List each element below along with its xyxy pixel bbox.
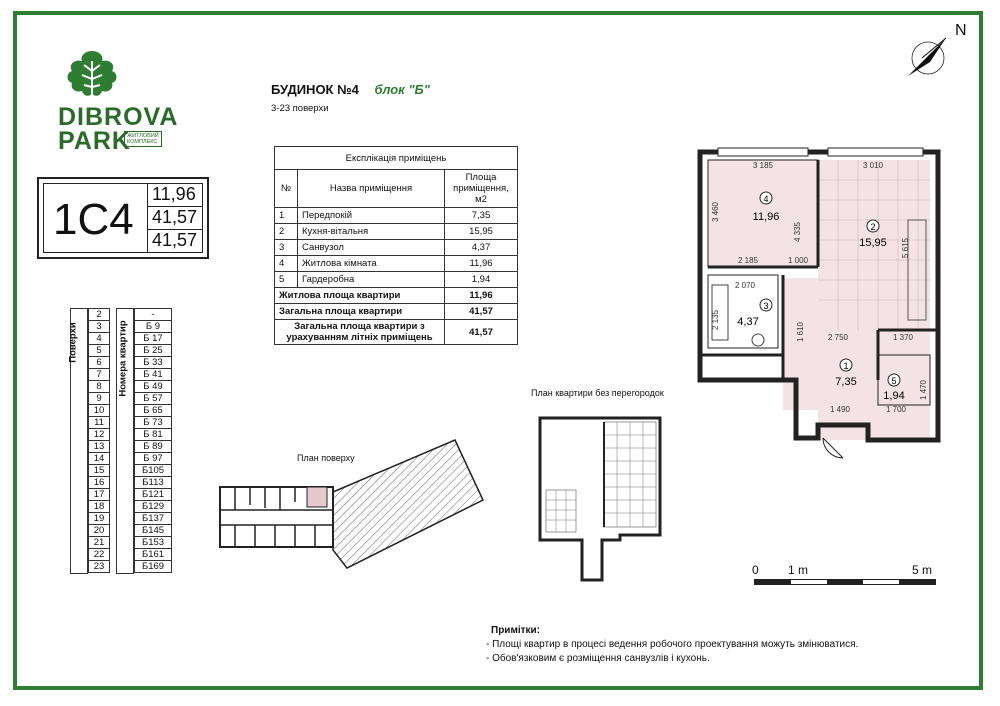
row-area: 11,96 bbox=[445, 256, 518, 272]
room-1-number: 1 bbox=[843, 361, 849, 371]
row-name: Кухня-вітальня bbox=[298, 224, 445, 240]
brand-name-line2: PARK bbox=[58, 127, 131, 155]
floor-row bbox=[89, 489, 110, 501]
floor-row bbox=[89, 321, 110, 333]
apartment-number: Б161 bbox=[135, 549, 172, 561]
apartment-number: Б153 bbox=[135, 537, 172, 549]
floor-number: 17 bbox=[89, 489, 110, 501]
row-num: 2 bbox=[275, 224, 298, 240]
total-row bbox=[275, 320, 518, 345]
floor-row bbox=[89, 333, 110, 345]
apartment-number: Б 33 bbox=[135, 357, 172, 369]
floor-number: 18 bbox=[89, 501, 110, 513]
row-num: 4 bbox=[275, 256, 298, 272]
floor-row bbox=[89, 309, 110, 321]
apartment-row bbox=[135, 489, 172, 501]
dim-label: 3 185 bbox=[752, 161, 774, 170]
dim-label: 1 000 bbox=[787, 256, 809, 265]
apartment-row bbox=[135, 501, 172, 513]
apartment-row bbox=[135, 309, 172, 321]
apartment-row bbox=[135, 321, 172, 333]
apartment-row bbox=[135, 417, 172, 429]
scale-1: 1 m bbox=[788, 563, 809, 577]
apartment-plan bbox=[688, 140, 948, 460]
room-1-area: 7,35 bbox=[835, 376, 857, 388]
apartment-number: Б 65 bbox=[135, 405, 172, 417]
floor-row bbox=[89, 417, 110, 429]
apartment-number: Б105 bbox=[135, 465, 172, 477]
building-floors: 3-23 поверхи bbox=[271, 103, 329, 114]
floor-row bbox=[89, 345, 110, 357]
dim-label: 1 700 bbox=[885, 405, 907, 414]
row-name: Гардеробна bbox=[298, 272, 445, 288]
room-3-area: 4,37 bbox=[737, 316, 759, 328]
floor-number: 14 bbox=[89, 453, 110, 465]
room-4-number: 4 bbox=[763, 194, 769, 204]
table-row bbox=[275, 224, 518, 240]
dim-label: 2 750 bbox=[827, 333, 849, 342]
total-label: Загальна площа квартири bbox=[275, 304, 445, 320]
floor-row bbox=[89, 561, 110, 573]
floor-row bbox=[89, 405, 110, 417]
notes-title: Примітки: bbox=[491, 625, 540, 636]
total-row bbox=[275, 304, 518, 320]
row-num: 1 bbox=[275, 208, 298, 224]
apartment-row bbox=[135, 369, 172, 381]
room-5-area: 1,94 bbox=[883, 390, 905, 402]
floor-row bbox=[89, 477, 110, 489]
apartment-row bbox=[135, 525, 172, 537]
dim-label: 5 615 bbox=[901, 237, 910, 259]
note-item: - Площі квартир в процесі ведення робочого проектування можуть змінюватися. bbox=[486, 639, 859, 650]
floor-number: 5 bbox=[89, 345, 110, 357]
dim-label: 4 335 bbox=[793, 221, 802, 243]
floor-plan-drawing bbox=[215, 430, 485, 570]
room-2-number: 2 bbox=[870, 222, 876, 232]
note-item: - Обов'язковим є розміщення санвузлів і кухонь. bbox=[486, 653, 710, 664]
table-row bbox=[275, 272, 518, 288]
explication-title: Експлікація приміщень bbox=[275, 147, 518, 170]
apartment-row bbox=[135, 333, 172, 345]
floors-header bbox=[67, 308, 88, 574]
col-header-name: Назва приміщення bbox=[298, 170, 445, 208]
apartments-table bbox=[134, 308, 172, 573]
table-row bbox=[275, 256, 518, 272]
apartment-row bbox=[135, 429, 172, 441]
room-2-area: 15,95 bbox=[859, 237, 887, 249]
floor-plan-label: План поверху bbox=[297, 453, 355, 463]
floor-number: 12 bbox=[89, 429, 110, 441]
floor-row bbox=[89, 441, 110, 453]
apartment-code: 1С4 bbox=[53, 195, 134, 244]
row-area: 15,95 bbox=[445, 224, 518, 240]
floor-row bbox=[89, 369, 110, 381]
dim-label: 1 610 bbox=[796, 321, 805, 343]
scale-0: 0 bbox=[752, 563, 759, 577]
brand-logo bbox=[56, 47, 179, 162]
total-label: Загальна площа квартири з урахуванням літніх приміщень bbox=[275, 320, 445, 345]
dim-label: 1 470 bbox=[919, 379, 928, 401]
apartment-row bbox=[135, 405, 172, 417]
dim-label: 1 490 bbox=[829, 405, 851, 414]
dim-label: 3 460 bbox=[711, 201, 720, 223]
row-area: 4,37 bbox=[445, 240, 518, 256]
explication-table bbox=[274, 146, 518, 345]
dim-label: 1 370 bbox=[892, 333, 914, 342]
floor-row bbox=[89, 465, 110, 477]
apartment-row bbox=[135, 465, 172, 477]
row-name: Санвузол bbox=[298, 240, 445, 256]
floor-row bbox=[89, 525, 110, 537]
compass-icon bbox=[900, 28, 960, 78]
apartment-row bbox=[135, 477, 172, 489]
floor-row bbox=[89, 357, 110, 369]
floor-number: 13 bbox=[89, 441, 110, 453]
apartment-number: Б113 bbox=[135, 477, 172, 489]
total-value: 11,96 bbox=[445, 288, 518, 304]
floors-table bbox=[88, 308, 110, 573]
apartment-row bbox=[135, 453, 172, 465]
building-number: БУДИНОК №4 bbox=[271, 82, 359, 97]
apartment-number: Б145 bbox=[135, 525, 172, 537]
apartment-row bbox=[135, 381, 172, 393]
floor-number: 20 bbox=[89, 525, 110, 537]
oak-leaf-icon bbox=[62, 47, 122, 107]
dim-label: 3 010 bbox=[862, 161, 884, 170]
row-area: 1,94 bbox=[445, 272, 518, 288]
floor-number: 19 bbox=[89, 513, 110, 525]
total-row bbox=[275, 288, 518, 304]
apartment-row bbox=[135, 393, 172, 405]
floor-row bbox=[89, 513, 110, 525]
col-header-num: № bbox=[275, 170, 298, 208]
apartments-header bbox=[116, 308, 134, 574]
apartment-number: Б 49 bbox=[135, 381, 172, 393]
apartment-row bbox=[135, 357, 172, 369]
floor-row bbox=[89, 429, 110, 441]
dim-label: 2 070 bbox=[734, 281, 756, 290]
dim-label: 2 185 bbox=[737, 256, 759, 265]
floor-row bbox=[89, 381, 110, 393]
row-num: 3 bbox=[275, 240, 298, 256]
floor-row bbox=[89, 537, 110, 549]
floor-row bbox=[89, 393, 110, 405]
total-value: 41,57 bbox=[445, 320, 518, 345]
row-num: 5 bbox=[275, 272, 298, 288]
table-row bbox=[275, 208, 518, 224]
apartment-row bbox=[135, 513, 172, 525]
scale-bar bbox=[752, 563, 942, 585]
room-3-number: 3 bbox=[763, 301, 769, 311]
brand-name-line1: DIBROVA bbox=[58, 103, 179, 131]
total-summer-area-value: 41,57 bbox=[152, 230, 198, 250]
apartment-number: Б 17 bbox=[135, 333, 172, 345]
north-label: N bbox=[955, 22, 967, 39]
total-area-value: 41,57 bbox=[152, 207, 198, 227]
floor-row bbox=[89, 549, 110, 561]
floor-row bbox=[89, 453, 110, 465]
row-name: Житлова кімната bbox=[298, 256, 445, 272]
dim-label: 2 135 bbox=[711, 309, 720, 331]
apartment-row bbox=[135, 345, 172, 357]
brand-tagline-2: КОМПЛЕКС bbox=[127, 139, 158, 145]
row-name: Передпокій bbox=[298, 208, 445, 224]
apartment-row bbox=[135, 561, 172, 573]
brand-tagline-1: ЖИТЛОВИЙ bbox=[127, 133, 159, 139]
scale-5: 5 m bbox=[912, 563, 933, 577]
table-row bbox=[275, 240, 518, 256]
floors-header-label: Поверхи bbox=[67, 322, 79, 363]
brand-tagline bbox=[124, 131, 162, 147]
apartment-number: Б121 bbox=[135, 489, 172, 501]
apartment-number: Б 81 bbox=[135, 429, 172, 441]
room-5-number: 5 bbox=[891, 376, 897, 386]
apartment-row bbox=[135, 441, 172, 453]
floor-number: 16 bbox=[89, 477, 110, 489]
total-value: 41,57 bbox=[445, 304, 518, 320]
apartment-number: Б137 bbox=[135, 513, 172, 525]
living-area-value: 11,96 bbox=[152, 184, 196, 204]
building-title bbox=[271, 82, 430, 97]
row-area: 7,35 bbox=[445, 208, 518, 224]
apartment-row bbox=[135, 537, 172, 549]
apartment-number: Б 25 bbox=[135, 345, 172, 357]
floor-number: 9 bbox=[89, 393, 110, 405]
floor-number: 23 bbox=[89, 561, 110, 573]
floor-number: 7 bbox=[89, 369, 110, 381]
apartment-number: Б 89 bbox=[135, 441, 172, 453]
apartment-row bbox=[135, 549, 172, 561]
plan-no-walls-label: План квартири без перегородок bbox=[531, 388, 664, 398]
plan-no-walls-drawing bbox=[530, 410, 670, 585]
floor-number: 6 bbox=[89, 357, 110, 369]
apartment-number: Б 57 bbox=[135, 393, 172, 405]
floor-number: 11 bbox=[89, 417, 110, 429]
apartment-number: Б129 bbox=[135, 501, 172, 513]
col-header-area: Площа приміщення, м2 bbox=[445, 170, 518, 208]
floor-number: 2 bbox=[89, 309, 110, 321]
apartment-number: Б 41 bbox=[135, 369, 172, 381]
floor-row bbox=[89, 501, 110, 513]
floor-number: 15 bbox=[89, 465, 110, 477]
floor-number: 21 bbox=[89, 537, 110, 549]
floor-number: 22 bbox=[89, 549, 110, 561]
floor-number: 3 bbox=[89, 321, 110, 333]
total-label: Житлова площа квартири bbox=[275, 288, 445, 304]
floor-number: 8 bbox=[89, 381, 110, 393]
apartment-number: Б 9 bbox=[135, 321, 172, 333]
room-4-area: 11,96 bbox=[752, 211, 780, 223]
floor-number: 4 bbox=[89, 333, 110, 345]
floor-number: 10 bbox=[89, 405, 110, 417]
notes bbox=[486, 625, 858, 664]
apartment-number: Б 97 bbox=[135, 453, 172, 465]
apartment-number: Б169 bbox=[135, 561, 172, 573]
apartment-number: - bbox=[135, 309, 172, 321]
apartments-header-label: Номера квартир bbox=[117, 320, 129, 397]
apartment-number: Б 73 bbox=[135, 417, 172, 429]
building-block: блок "Б" bbox=[374, 82, 430, 97]
apartment-card bbox=[37, 177, 209, 259]
